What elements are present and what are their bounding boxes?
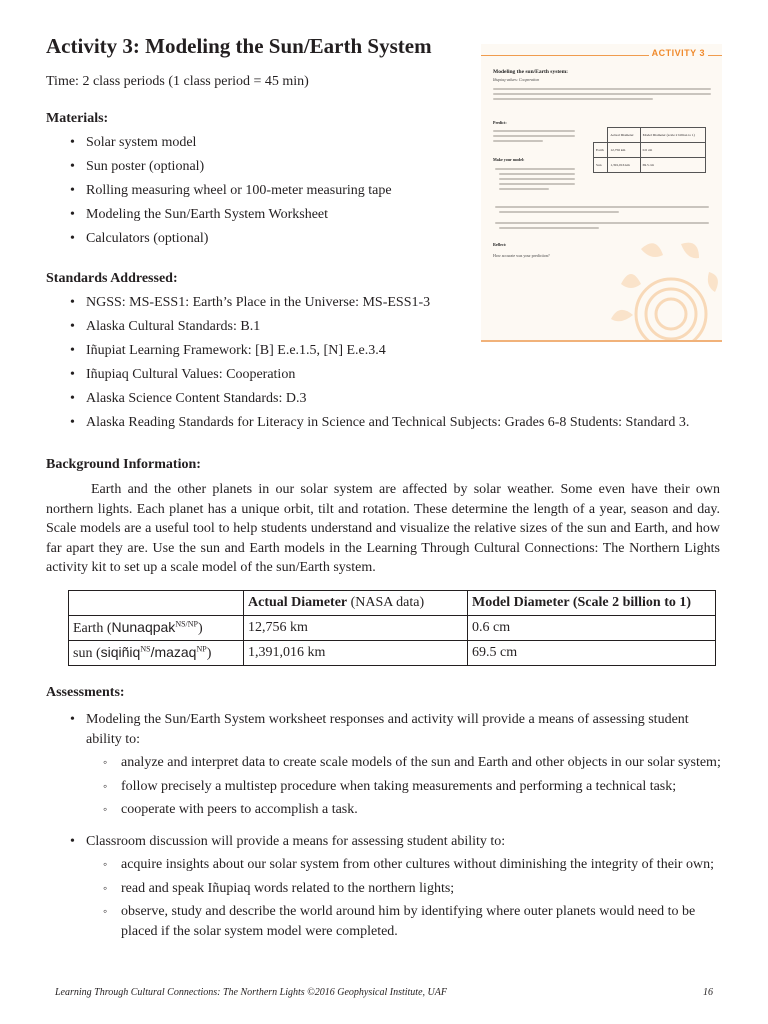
table-header-actual: Actual Diameter (NASA data) [244, 591, 468, 616]
list-item: • Rolling measuring wheel or 100-meter measuring tape [46, 179, 392, 203]
materials-list [46, 131, 392, 251]
table-row [69, 616, 716, 641]
table-cell: 1,391,016 km [244, 641, 468, 666]
sub-list-item: ◦ follow precisely a multistep procedure when taking measurements and performing a technical task; [86, 777, 726, 797]
table-header-model: Model Diameter (Scale 2 billion to 1) [468, 591, 716, 616]
table-row [69, 641, 716, 666]
page-number: 16 [703, 987, 713, 998]
thumbnail-table: Actual Diameter Model Diameter (scale 2 billion to 1) Earth 12,756 km 0.6 cm Sun 1,391,016 km 69.5 cm [593, 127, 706, 173]
table-cell: 69.5 cm [468, 641, 716, 666]
list-item: • Iñupiat Learning Framework: [B] E.e.1.5, [N] E.e.3.4 [46, 339, 689, 363]
table-cell: 0.6 cm [468, 616, 716, 641]
thumbnail-subtitle: Iñupiaq values: Cooperation [493, 77, 540, 82]
list-item: • Alaska Science Content Standards: D.3 [46, 387, 689, 411]
list-item: • Sun poster (optional) [46, 155, 392, 179]
diameter-table [68, 590, 716, 666]
list-item: • Alaska Cultural Standards: B.1 [46, 315, 689, 339]
list-item: • Modeling the Sun/Earth System worksheet responses and activity will provide a means of assessing student ability to: ◦ analyze and interpret data to create scale models of the sun and Earth and other objects in our solar system; ◦ follow precisely a multistep procedure when taking measurements and performing a technical task; ◦ cooperate with peers to accomplish a task. [46, 710, 726, 820]
table-cell-label: Earth (Nunaqpak$^{NS/NP}$) [69, 616, 244, 641]
list-item: • Classroom discussion will provide a means for assessing student ability to: ◦ acquire insights about our solar system from other cultures without diminishing the integrity of their own; ◦ read and speak Iñupiaq words related to the northern lights; ◦ observe, study and describe the world around him by identifying where outer planets would need to be placed if the solar system model were completed. [46, 832, 726, 942]
background-heading: Background Information: [46, 457, 201, 472]
list-item: • Iñupiaq Cultural Values: Cooperation [46, 363, 689, 387]
thumbnail-reflect-question: How accurate was your prediction? [493, 253, 550, 258]
page-title: Activity 3: Modeling the Sun/Earth System [46, 34, 432, 58]
thumbnail-reflect: Reflect: [493, 242, 507, 247]
assessments-heading: Assessments: [46, 685, 125, 700]
sub-list-item: ◦ cooperate with peers to accomplish a task. [86, 800, 726, 820]
sub-list [86, 753, 726, 820]
footer-credit: Learning Through Cultural Connections: The Northern Lights ©2016 Geophysical Institute, UAF [55, 987, 447, 998]
background-paragraph [46, 480, 720, 578]
thumbnail-label: ACTIVITY 3 [649, 48, 708, 58]
list-item: • NGSS: MS-ESS1: Earth’s Place in the Universe: MS-ESS1-3 [46, 291, 689, 315]
list-item: • Modeling the Sun/Earth System Worksheet [46, 203, 392, 227]
table-cell-label: sun (siqiñiq$^{NS}$/mazaq$^{NP}$) [69, 641, 244, 666]
thumbnail-make: Make your model: [493, 157, 525, 162]
thumbnail-predict: Predict: [493, 120, 507, 125]
thumbnail-title: Modeling the sun/Earth system: [493, 69, 569, 75]
worksheet-thumbnail [481, 44, 722, 342]
table-cell: 12,756 km [244, 616, 468, 641]
assessments-list [46, 710, 726, 945]
time-text: Time: 2 class periods (1 class period = 45 min) [46, 74, 309, 89]
sub-list-item: ◦ acquire insights about our solar system from other cultures without diminishing the integrity of their own; [86, 855, 726, 875]
materials-heading: Materials: [46, 111, 109, 126]
list-item: • Solar system model [46, 131, 392, 155]
sub-list-item: ◦ observe, study and describe the world around him by identifying where outer planets would need to be placed if the solar system model were completed. [86, 902, 726, 941]
table-header-empty [69, 591, 244, 616]
sub-list-item: ◦ analyze and interpret data to create scale models of the sun and Earth and other objects in our solar system; [86, 753, 726, 773]
sub-list-item: ◦ read and speak Iñupiaq words related to the northern lights; [86, 879, 726, 899]
sub-list [86, 855, 726, 941]
standards-heading: Standards Addressed: [46, 271, 178, 286]
table-header-row [69, 591, 716, 616]
background-text: Earth and the other planets in our solar system are affected by solar weather. Some even have their own northern lights. Each planet has a unique orbit, tilt and rotation. These determine the length of a year, season and day. Scale models are a useful tool to help students understand and visualize the relative sizes of the sun and Earth, and how far apart they are. Use the sun and Earth models in the Learning Through Cultural Connections: The Northern Lights activity kit to set up a scale model of the sun/Earth system. [46, 482, 720, 575]
list-item: • Calculators (optional) [46, 227, 392, 251]
list-item: • Alaska Reading Standards for Literacy in Science and Technical Subjects: Grades 6-8 Students: Standard 3. [46, 411, 689, 435]
